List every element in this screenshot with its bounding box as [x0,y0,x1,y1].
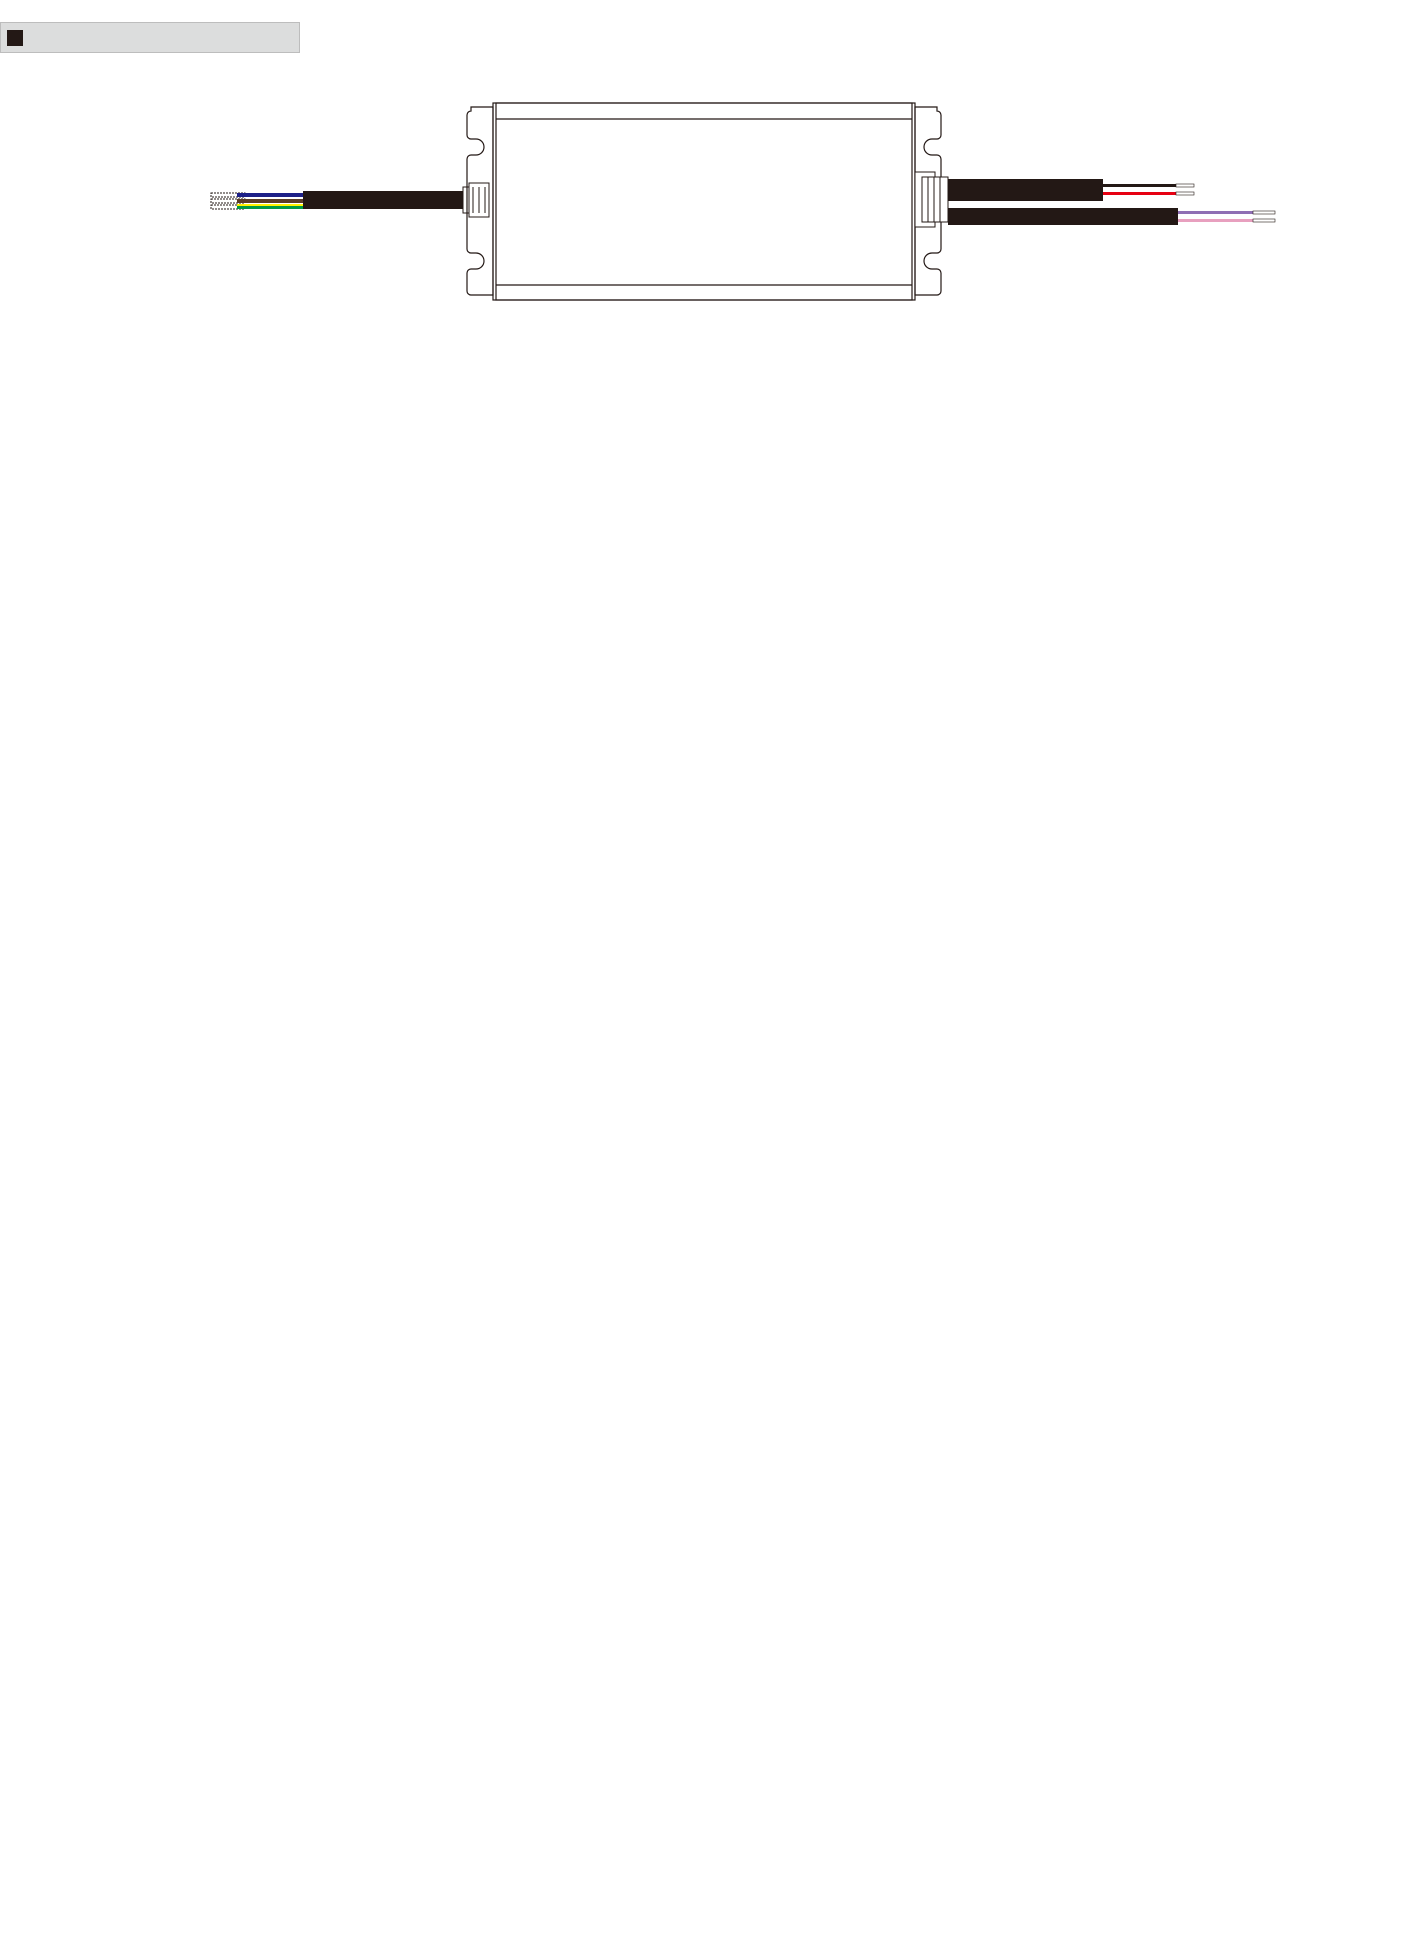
output-cables [948,179,1275,225]
device-housing [467,103,941,300]
device-wiring-diagram [0,0,1403,320]
input-cable [211,191,468,209]
cable-gland-right [915,172,948,227]
